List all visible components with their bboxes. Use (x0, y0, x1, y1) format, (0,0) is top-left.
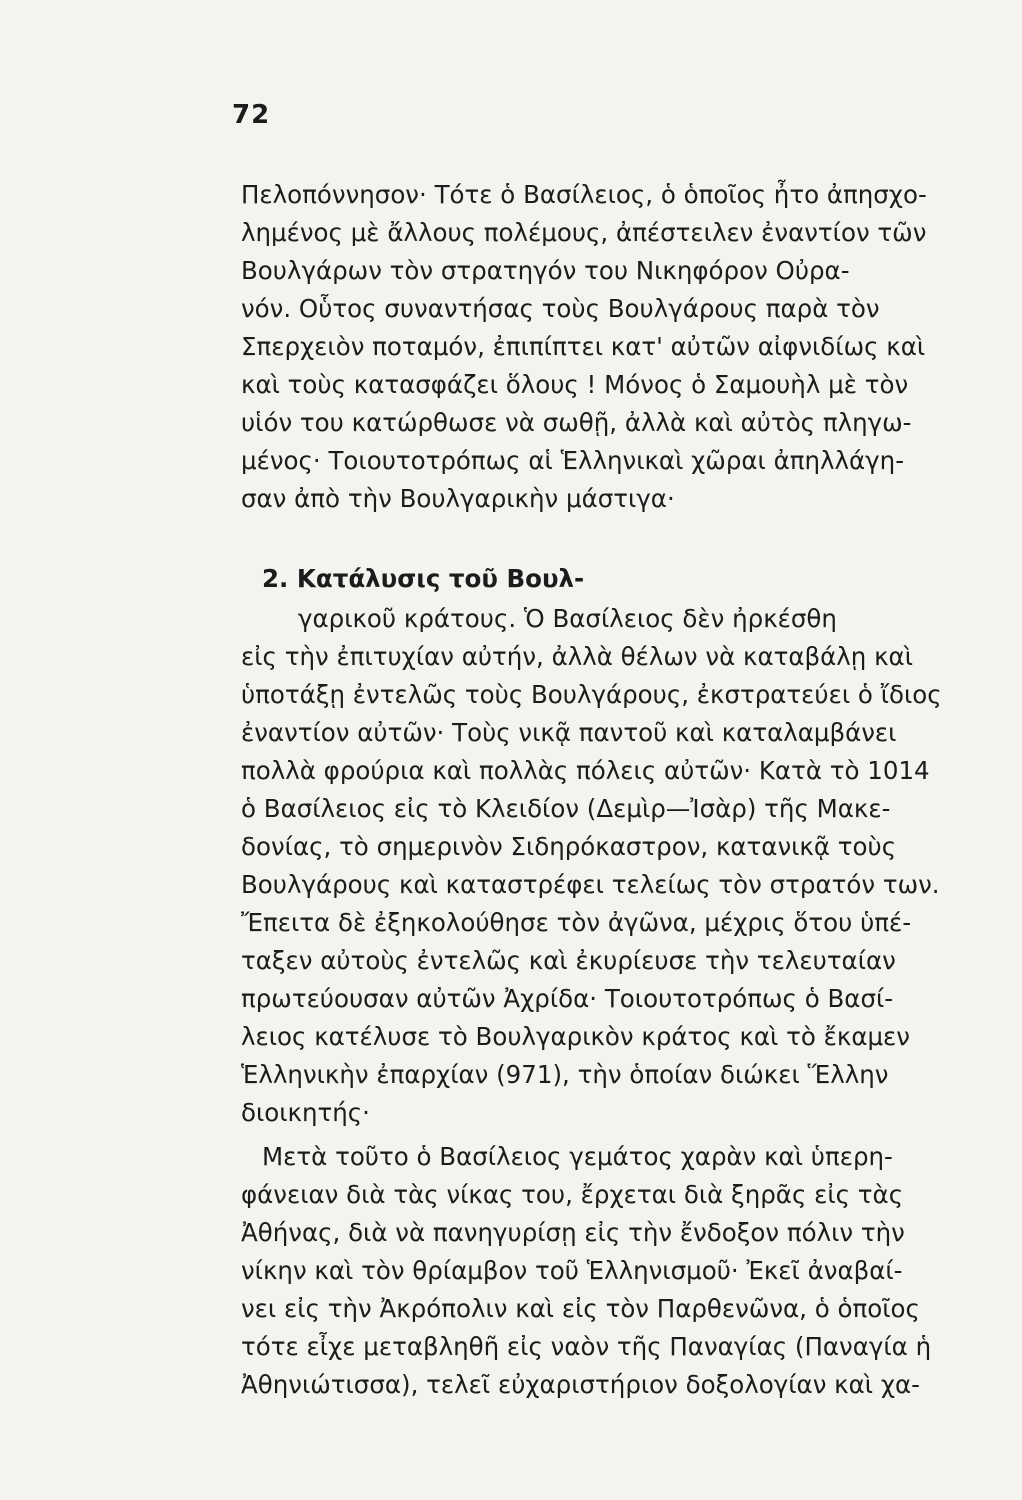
text-line: Βουλγάρων τὸν στρατηγόν του Νικηφόρον Οὐρα- (241, 256, 850, 285)
text-line: νει εἰς τὴν Ἀκρόπολιν καὶ εἰς τὸν Παρθενῶνα, ὁ ὁποῖος (241, 1294, 920, 1323)
text-line: Ἑλληνικὴν ἐπαρχίαν (971), τὴν ὁποίαν διώκει Ἕλλην (241, 1060, 889, 1089)
text-line: Πελοπόννησον· Τότε ὁ Βασίλειος, ὁ ὁποῖος ἦτο ἀπησχο- (241, 180, 927, 209)
text-line: Μετὰ τοῦτο ὁ Βασίλειος γεμάτος χαρὰν καὶ ὑπερη- (262, 1142, 893, 1171)
text-line: καὶ τοὺς κατασφάζει ὅλους ! Μόνος ὁ Σαμουὴλ μὲ τὸν (241, 370, 909, 399)
text-line: φάνειαν διὰ τὰς νίκας του, ἔρχεται διὰ ξηρᾶς εἰς τὰς (241, 1180, 904, 1209)
text-line: Ἔπειτα δὲ ἐξηκολούθησε τὸν ἀγῶνα, μέχρις ὅτου ὑπέ- (241, 908, 912, 937)
text-line: Βουλγάρους καὶ καταστρέφει τελείως τὸν στρατόν των. (241, 870, 940, 899)
text-line: νίκην καὶ τὸν θρίαμβον τοῦ Ἑλληνισμοῦ· Ἐκεῖ ἀναβαί- (241, 1256, 903, 1285)
text-line: διοικητής· (241, 1098, 370, 1127)
text-line: υἱόν του κατώρθωσε νὰ σωθῇ, ἀλλὰ καὶ αὐτὸς πληγω- (241, 408, 912, 437)
text-line: δονίας, τὸ σημερινὸν Σιδηρόκαστρον, κατανικᾷ τοὺς (241, 832, 897, 861)
text-line: Ἀθηνιώτισσα), τελεῖ εὐχαριστήριον δοξολογίαν καὶ χα- (241, 1370, 920, 1399)
text-line: λημένος μὲ ἄλλους πολέμους, ἀπέστειλεν ἐναντίον τῶν (241, 218, 927, 247)
text-line: ὁ Βασίλειος εἰς τὸ Κλειδίον (Δεμὶρ—Ἰσὰρ) τῆς Μακε- (241, 794, 891, 823)
section-heading: 2. Κατάλυσις τοῦ Βουλ- (262, 564, 585, 593)
text-line: σαν ἀπὸ τὴν Βουλγαρικὴν μάστιγα· (241, 484, 675, 513)
text-line: πρωτεύουσαν αὐτῶν Ἀχρίδα· Τοιουτοτρόπως ὁ Βασί- (241, 984, 894, 1013)
text-line: Ἀθήνας, διὰ νὰ πανηγυρίσῃ εἰς τὴν ἔνδοξον πόλιν τὴν (241, 1218, 905, 1247)
text-line: ὑποτάξῃ ἐντελῶς τοὺς Βουλγάρους, ἐκστρατεύει ὁ ἴδιος (241, 680, 942, 709)
text-line: ταξεν αὐτοὺς ἐντελῶς καὶ ἐκυρίευσε τὴν τελευταίαν (241, 946, 896, 975)
text-line: πολλὰ φρούρια καὶ πολλὰς πόλεις αὐτῶν· Κατὰ τὸ 1014 (241, 756, 930, 785)
text-line: γαρικοῦ κράτους. Ὁ Βασίλειος δὲν ἠρκέσθη (298, 604, 837, 633)
text-line: νόν. Οὗτος συναντήσας τοὺς Βουλγάρους παρὰ τὸν (241, 294, 880, 323)
text-line: μένος· Τοιουτοτρόπως αἱ Ἑλληνικαὶ χῶραι ἀπηλλάγη- (241, 446, 905, 475)
text-line: εἰς τὴν ἐπιτυχίαν αὐτήν, ἀλλὰ θέλων νὰ καταβάλῃ καὶ (241, 642, 913, 671)
text-line: Σπερχειὸν ποταμόν, ἐπιπίπτει κατ' αὐτῶν αἰφνιδίως καὶ (241, 332, 926, 361)
text-line: τότε εἶχε μεταβληθῆ εἰς ναὸν τῆς Παναγίας (Παναγία ἡ (241, 1332, 932, 1361)
text-line: ἐναντίον αὐτῶν· Τοὺς νικᾷ παντοῦ καὶ καταλαμβάνει (241, 718, 897, 747)
text-line: λειος κατέλυσε τὸ Βουλγαρικὸν κράτος καὶ τὸ ἔκαμεν (241, 1022, 910, 1051)
page-number: 72 (232, 100, 271, 130)
